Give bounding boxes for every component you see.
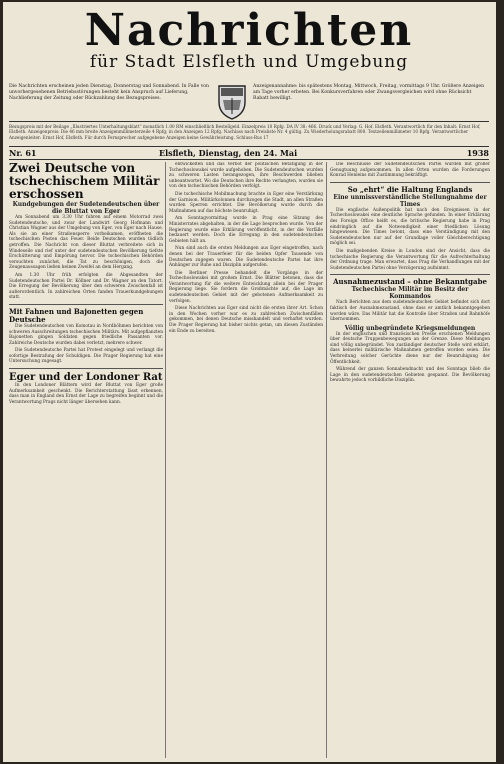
publication-info: Die Nachrichten erscheinen jeden Dienstag, Donnerstag und Sonnabend. In Falle von unvorhergesehenen Betriebsstörungen besteht kein Anspruch auf Lieferung, Nachlieferung der Zeitung oder Rückzahlung des Bezugspreises.: [9, 84, 210, 101]
masthead-title: Nachrichten: [84, 5, 414, 56]
article-paragraph: Die tschechische Mobilmachung brachte in Eger eine Verstärkung der Garnison. Militärkolonnen durchzogen die Stadt, an allen Straßen wurden Sperren errichtet. Die Bevölkerung wurde durch die Maßnahmen auf das höchste beunruhigt.: [169, 191, 323, 214]
divider: [9, 304, 163, 305]
article-paragraph: entwickelten und das Verbot der politischen Betätigung in der Tschechoslowakei wurde aufgehoben. Die Sudetendeutschen wurden zu schweren Lasten herangezogen, ihre Beschwerden blieben unbeantwortet. Wo die Deutschen ihre Rechte verlangten, wurden sie von den tschechischen Behörden verfolgt.: [169, 162, 323, 190]
article-paragraph: Die Berliner Presse behandelt die Vorgänge in der Tschechoslowakei mit großem Ernst. Die Blätter betonen, dass die Verantwortung für die weitere Entwicklung allein bei der Prager Regierung liege. Sie fordern die Großmächte auf, die Lage im sudetendeutschen Gebiet mit der gebotenen Aufmerksamkeit zu verfolgen.: [169, 270, 323, 304]
subheadline: Eine unmissverständliche Stellungnahme der Times: [333, 193, 487, 208]
divider: [9, 159, 489, 160]
year: 1938: [466, 148, 489, 158]
article-paragraph: Am 1.30 Uhr früh erfolgten die Abgesandten der Sudetendeutschen Partei Dr. Köllner und Dr. Wagner an den Tatort. Die Erregung der Bevölkerung über den schweren Zwischenfall ist außerordentlich. In zahlreichen Orten fanden Trauerkundgebungen statt.: [9, 272, 163, 301]
column-rule: [326, 162, 327, 758]
article-paragraph: Nun sind auch die ersten Meldungen aus Eger eingetroffen, nach denen bei der Trauerfeier für die beiden Opfer Tausende von Deutschen zugegen waren. Die Sudetendeutsche Partei hat ihre Anhänger zur Ruhe und Disziplin aufgerufen.: [169, 246, 323, 269]
headline: So „ehrt“ die Haltung Englands: [347, 184, 473, 194]
subscription-notice: Bezugspreis mit der Beilage „Illustriertes Unterhaltungsblatt“ monatlich 1.00 RM einschließlich Bestellgeld. Einzelpreis 10 Rpfg. DA IV 38: 466. Druck und Verlag: G. Hof, Elsfleth. Verantwortlich für den Inhalt: Ernst Hof, Elsfleth. Anzeigenpreis: Die 46 mm breite Anzeigenmillimeterzeile 4 Rpfg; in den Anzeigen 12 Rpfg. Nachlass nach Preisliste Nr. 4 gültig. Zu Wiederholungsrabatt 800. Textzeilenmillimeter 10 Rpfg. Verantwortlicher Anzeigenleiter: Ernst Hof, Elsfleth. Für durch Fernsprecher aufgegebene Anzeigen keine Gewährleistung. Schluss-Rus 17: [9, 124, 481, 140]
divider: [330, 182, 490, 183]
column-1: [9, 162, 163, 760]
divider: [9, 146, 489, 147]
divider: [9, 368, 163, 369]
column-rule: [165, 162, 166, 758]
subheadline: Kundgebungen der Sudetendeutschen über die Bluttat von Eger: [12, 201, 160, 215]
headline: Ausnahmezustand – ohne Bekanntgabe: [333, 277, 487, 287]
dateline: [9, 148, 489, 158]
article-paragraph: In den Londoner Blättern wird der Bluttat von Eger große Aufmerksamkeit geschenkt. Die Berichterstattung lässt erkennen, dass man in England den Ernst der Lage zu begreifen beginnt und die Verantwortung Prags nicht länger übersehen kann.: [9, 383, 163, 405]
newspaper-page: [3, 2, 496, 762]
town-crest-icon: [217, 82, 247, 120]
article-paragraph: Die Sudetendeutschen von Komotau in Nordböhmen berichten von schweren Ausschreitungen tschechischen Militärs. Mit aufgepflanzten Bajonetten gingen Soldaten gegen friedliche Passanten vor. Zahlreiche Deutsche wurden dabei verletzt, mehrere schwer.: [9, 323, 163, 346]
article-paragraph: Die Sudetendeutsche Partei hat Protest eingelegt und verlangt die sofortige Bestrafung der Schuldigen. Die Prager Regierung hat eine Untersuchung zugesagt.: [9, 348, 163, 365]
article-paragraph: Nach Berichten aus dem sudetendeutschen Gebiet befindet sich dort faktisch der Ausnahmezustand, ohne dass er amtlich bekanntgegeben worden wäre. Das Militär hat die Kontrolle über Straßen und Bahnhöfe übernommen.: [330, 300, 490, 323]
article-paragraph: Am Sonntagvormittag wurde in Prag eine Sitzung des Ministerrates abgehalten, in der die Lage besprochen wurde. Von der Regierung wurde eine Erklärung veröffentlicht, in der die Vorfälle bedauert werden. Doch die Erregung in den sudetendeutschen Gebieten hält an.: [169, 216, 323, 244]
article-paragraph: Die maßgebenden Kreise in London sind der Ansicht, dass die tschechische Regierung die Verantwortung für die Aufrechterhaltung der Ordnung trage. Man erwartet, dass Prag die Verhandlungen mit der Sudetendeutschen Partei ohne Verzögerung aufnimmt.: [330, 248, 490, 271]
issue-number: Nr. 61: [9, 148, 37, 158]
article-paragraph: Die Beschlüsse der Sudetendeutschen Partei wurden mit großer Genugtuung aufgenommen. In allen Orten wurden die Forderungen Konrad Henleins mit Zustimmung bekräftigt.: [330, 162, 490, 179]
subheadline: Tschechische Militär im Besitz der Kommandos: [351, 286, 469, 301]
divider: [330, 274, 490, 275]
advertising-info: Anzeigenannahme: bis spätestens Montag, Mittwoch, Freitag, vormittags 9 Uhr. Größere Anzeigen am Tage vorher erbeten. Bei Konkursverfahren oder Zwangsvergleichen wird ohne Rücksicht Rabatt bewilligt.: [253, 84, 485, 101]
headline: Eger und der Londoner Rat: [9, 372, 163, 384]
divider: [9, 121, 489, 122]
subheadline: Völlig unbegründete Kriegsmeldungen: [344, 324, 476, 332]
article-paragraph: Während der ganzen Sonnabendnacht und des Sonntags blieb die Lage in den sudetendeutschen Gebieten gespannt. Die Bevölkerung bewahrte jedoch vorbildliche Disziplin.: [330, 367, 490, 384]
place-date: Elsfleth, Dienstag, den 24. Mai: [159, 148, 298, 158]
column-2: [169, 162, 323, 760]
article-paragraph: Diese Nachrichten aus Eger sind nicht die ersten ihrer Art. Schon in den Wochen vorher war es zu zahlreichen Zwischenfällen gekommen, bei denen Deutsche misshandelt und verhaftet wurden. Die Prager Regierung hat bisher nichts getan, um diesen Zuständen ein Ende zu bereiten.: [169, 306, 323, 334]
masthead-subtitle: für Stadt Elsfleth und Umgebung: [89, 52, 409, 72]
article-paragraph: Die englische Außenpolitik hat nach den Ereignissen in der Tschechoslowakei eine deutliche Sprache gefunden. In einer Erklärung des Foreign Office heißt es, die britische Regierung habe in Prag eindringlich auf die Notwendigkeit einer friedlichen Lösung hingewiesen. Die Times betont, dass eine Verständigung mit den Sudetendeutschen nur auf der Grundlage voller Gleichberechtigung möglich sei.: [330, 207, 490, 247]
headline: Zwei Deutsche von tschechischem Militär erschossen: [9, 162, 160, 201]
masthead: [9, 4, 489, 78]
headline: Mit Fahnen und Bajonetten gegen Deutsche: [9, 306, 144, 324]
article-paragraph: Am Sonnabend um 3.30 Uhr fuhren auf einem Motorrad zwei Sudetendeutsche, und zwar der Landwirt Georg Hofmann und Christian Wagner aus der Umgebung von Eger, von Eger nach Hause. Als sie an einer Straßensperre vorbeikamen, eröffneten die tschechischen Posten das Feuer. Beide Deutschen wurden tödlich getroffen. Die Nachricht von dieser Bluttat verbreitete sich in Windeseile und rief unter der sudetendeutschen Bevölkerung tiefste Erschütterung und Empörung hervor. Die tschechischen Behörden versuchten zunächst, die Tat zu beschönigen, doch die Zeugenaussagen ließen keinen Zweifel an dem Hergang.: [9, 215, 163, 271]
article-paragraph: In der englischen und französischen Presse erschienen Meldungen über deutsche Truppenbewegungen an der Grenze. Diese Meldungen sind völlig unbegründet. Von zuständiger deutscher Stelle wird erklärt, dass keinerlei militärische Maßnahmen getroffen worden seien. Die Verbreitung solcher Gerüchte diene nur der Beunruhigung der Öffentlichkeit.: [330, 331, 490, 365]
column-3: [330, 162, 490, 760]
